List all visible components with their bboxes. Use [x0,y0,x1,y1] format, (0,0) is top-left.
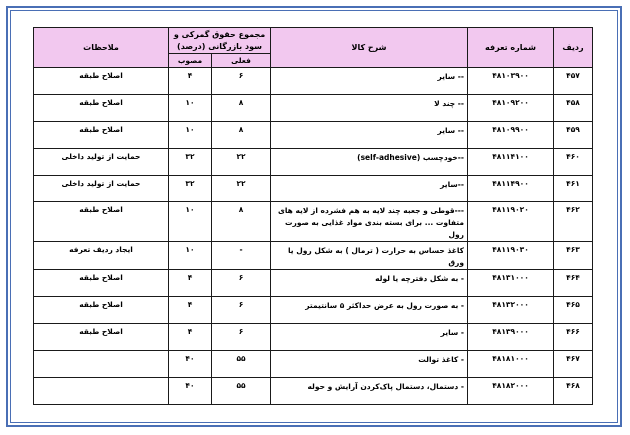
tariff-code-cell: ۴۸۱۱۴۱۰۰ [468,148,554,175]
approved-rate-cell: ۴ [169,324,212,351]
header-duty-group: مجموع حقوق گمرکی و سود بازرگانی (درصد) [169,28,271,54]
description-cell: - دستمال، دستمال پاک‌کردن آرایش و حوله [271,378,468,405]
description-cell: - به صورت رول به عرض حداکثر ۵ سانتیمتر [271,297,468,324]
approved-rate-cell: ۴۰ [169,378,212,405]
approved-rate-cell: ۳۲ [169,175,212,202]
tariff-code-cell: ۴۸۱۸۱۰۰۰ [468,351,554,378]
current-rate-cell: ۶ [212,297,271,324]
current-rate-cell: ۸ [212,94,271,121]
tariff-code-cell: ۴۸۱۰۹۲۰۰ [468,94,554,121]
description-cell: --خودچسب (self-adhesive) [271,148,468,175]
note-cell: اصلاح طبقه [34,297,169,324]
tariff-table [33,27,593,405]
description-cell: --سایر [271,175,468,202]
current-rate-cell: - [212,242,271,270]
tariff-code-cell: ۴۸۱۸۲۰۰۰ [468,378,554,405]
table-row [34,242,593,270]
row-number-cell: ۴۵۸ [554,94,593,121]
table-row [34,270,593,297]
header-radif: ردیف [554,28,593,68]
description-cell: -- سایر [271,68,468,95]
tariff-code-cell: ۴۸۱۱۹۰۳۰ [468,242,554,270]
header-description: شرح کالا [271,28,468,68]
table-row [34,297,593,324]
approved-rate-cell: ۱۰ [169,121,212,148]
current-rate-cell: ۸ [212,202,271,242]
table-row [34,148,593,175]
tariff-code-cell: ۴۸۱۰۳۹۰۰ [468,68,554,95]
row-number-cell: ۴۶۸ [554,378,593,405]
table-row [34,351,593,378]
row-number-cell: ۴۵۹ [554,121,593,148]
description-cell: کاغذ حساس به حرارت ( ترمال ) به شکل رول یا ورق [271,242,468,270]
description-cell: - کاغذ توالت [271,351,468,378]
header-tariff-code: شماره تعرفه [468,28,554,68]
note-cell [34,351,169,378]
table-row [34,121,593,148]
tariff-code-cell: ۴۸۱۳۱۰۰۰ [468,270,554,297]
table-row [34,68,593,95]
header-notes: ملاحظات [34,28,169,68]
row-number-cell: ۴۶۱ [554,175,593,202]
note-cell: ایجاد ردیف تعرفه [34,242,169,270]
note-cell: حمایت از تولید داخلی [34,175,169,202]
note-cell: اصلاح طبقه [34,202,169,242]
tariff-code-cell: ۴۸۱۳۹۰۰۰ [468,324,554,351]
row-number-cell: ۴۶۷ [554,351,593,378]
approved-rate-cell: ۱۰ [169,94,212,121]
description-cell: -- سایر [271,121,468,148]
approved-rate-cell: ۴ [169,297,212,324]
table-row [34,94,593,121]
row-number-cell: ۴۵۷ [554,68,593,95]
description-cell: -- چند لا [271,94,468,121]
current-rate-cell: ۲۲ [212,148,271,175]
note-cell: اصلاح طبقه [34,121,169,148]
table-row [34,378,593,405]
note-cell: اصلاح طبقه [34,94,169,121]
tariff-code-cell: ۴۸۱۳۲۰۰۰ [468,297,554,324]
description-cell: - سایر [271,324,468,351]
current-rate-cell: ۶ [212,270,271,297]
note-cell: اصلاح طبقه [34,324,169,351]
current-rate-cell: ۸ [212,121,271,148]
header-current: فعلی [212,54,271,68]
current-rate-cell: ۵۵ [212,378,271,405]
row-number-cell: ۴۶۳ [554,242,593,270]
row-number-cell: ۴۶۰ [554,148,593,175]
approved-rate-cell: ۴ [169,68,212,95]
current-rate-cell: ۲۲ [212,175,271,202]
description-cell: ---قوطی و جعبه چند لایه به هم فشرده از لایه های متفاوت ... برای بسته بندی مواد غذایی به صورت رول [271,202,468,242]
row-number-cell: ۴۶۵ [554,297,593,324]
approved-rate-cell: ۴ [169,270,212,297]
row-number-cell: ۴۶۶ [554,324,593,351]
note-cell: حمایت از تولید داخلی [34,148,169,175]
tariff-code-cell: ۴۸۱۱۹۰۲۰ [468,202,554,242]
approved-rate-cell: ۳۲ [169,148,212,175]
approved-rate-cell: ۱۰ [169,202,212,242]
row-number-cell: ۴۶۲ [554,202,593,242]
current-rate-cell: ۶ [212,324,271,351]
row-number-cell: ۴۶۴ [554,270,593,297]
table-row [34,175,593,202]
approved-rate-cell: ۴۰ [169,351,212,378]
header-approved: مصوب [169,54,212,68]
current-rate-cell: ۶ [212,68,271,95]
note-cell: اصلاح طبقه [34,68,169,95]
description-cell: - به شکل دفترچه یا لوله [271,270,468,297]
table-row [34,202,593,242]
note-cell [34,378,169,405]
current-rate-cell: ۵۵ [212,351,271,378]
approved-rate-cell: ۱۰ [169,242,212,270]
note-cell: اصلاح طبقه [34,270,169,297]
tariff-code-cell: ۴۸۱۰۹۹۰۰ [468,121,554,148]
table-row [34,324,593,351]
tariff-code-cell: ۴۸۱۱۴۹۰۰ [468,175,554,202]
